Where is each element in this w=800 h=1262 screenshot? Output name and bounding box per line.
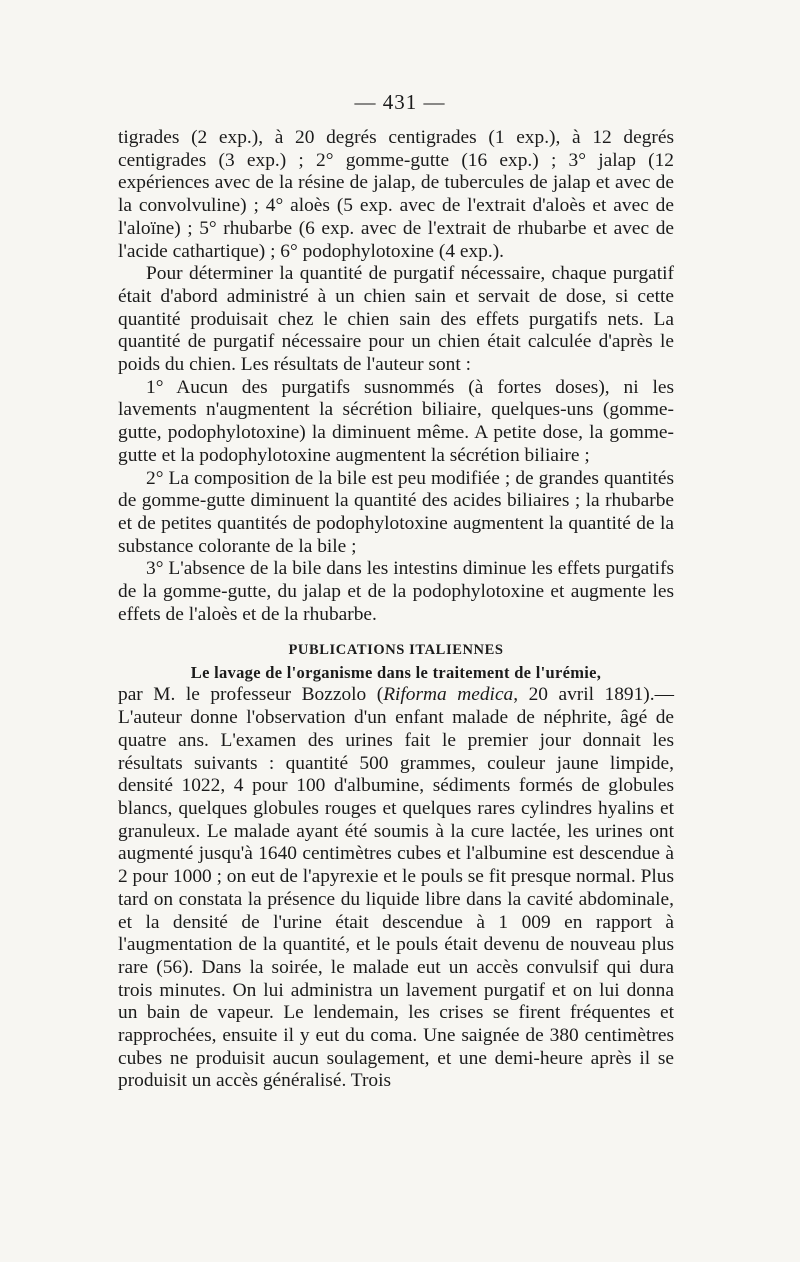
article-body-text: L'auteur donne l'observation d'un enfant malade de néphrite, âgé de quatre ans. L'examen des urines fait le premier jour donnait les résultats suivants : quantité 500 grammes, couleur jaune limpide, densité 1022, 4 pour 100 d'albumine, sédiments formés de globules blancs, quelques globules rouges et quelques rares cylindres hyalins et granuleux. Le malade ayant été soumis à la cure lactée, les urines ont augmenté jusqu'à 1640 centimètres cubes et l'albumine est descendue à 2 pour 1000 ; on eut de l'apyrexie et le pouls se fit presque normal. Plus tard on constata la présence du liquide libre dans la cavité abdominale, et la densité de l'urine était descendue à 1 009 en rapport à l'augmentation de la quantité, et le pouls était devenu de nouveau plus rare (56). Dans la soirée, le malade eut un accès convulsif qui dura trois minutes. On lui administra un lavement purgatif et on lui donna un bain de vapeur. Le lendemain, les crises se firent fréquentes et rapprochées, ensuite il y eut du coma. Une saignée de 380 centimètres cubes ne produisit aucun soulagement, et une demi-heure après il se produisit un accès généralisé. Trois <box>118 707 675 1092</box>
article-byline-suffix: , 20 avril 1891).— <box>513 684 675 706</box>
page-number: — 431 — <box>354 90 446 114</box>
section-heading: PUBLICATIONS ITALIENNES <box>288 642 504 659</box>
article-body <box>118 684 674 1093</box>
paragraph-result-3: 3° L'absence de la bile dans les intestins diminue les effets purgatifs de la gomme-gutte, du jalap et de la podophylotoxine et augmente les effets de l'aloès et de la rhubarbe. <box>118 558 674 625</box>
paragraph-result-1: 1° Aucun des purgatifs susnommés (à fortes doses), ni les lavements n'augmentent la sécrétion biliaire, quelques-uns (gomme-gutte, podophylotoxine) la diminuent même. A petite dose, la gomme-gutte et la podophylotoxine augmentent la sécrétion biliaire ; <box>118 376 674 466</box>
paragraph-result-2: 2° La composition de la bile est peu modifiée ; de grandes quantités de gomme-gutte diminuent la quantité des acides biliaires ; la rhubarbe et de petites quantités de podophylotoxine augmentent la quantité de la substance colorante de la bile ; <box>118 467 674 557</box>
paragraph-continuation: tigrades (2 exp.), à 20 degrés centigrades (1 exp.), à 12 degrés centigrades (3 exp.) ; 2° gomme-gutte (16 exp.) ; 3° jalap (12 expériences avec de la résine de jalap, de tubercules de jalap et avec de la convolvuline) ; 4° aloès (5 exp. avec de l'extrait d'aloès et avec de l'aloïne) ; 5° rhubarbe (6 exp. avec de l'extrait de rhubarbe et avec de l'acide cathartique) ; 6° podophylotoxine (4 exp.). <box>118 127 674 262</box>
journal-title: Riforma medica <box>383 684 514 706</box>
paragraph-method: Pour déterminer la quantité de purgatif nécessaire, chaque purgatif était d'abord administré à un chien sain et servait de dose, si cette quantité produisait chez le chien sain des effets purgatifs nets. La quantité de purgatif nécessaire pour un chien était calculée d'après le poids du chien. Les résultats de l'auteur sont : <box>118 263 674 376</box>
page-body <box>118 127 674 1093</box>
article-byline-prefix: par M. le professeur Bozzolo ( <box>118 684 384 706</box>
article-title: Le lavage de l'organisme dans le traitement de l'urémie, <box>190 663 602 683</box>
